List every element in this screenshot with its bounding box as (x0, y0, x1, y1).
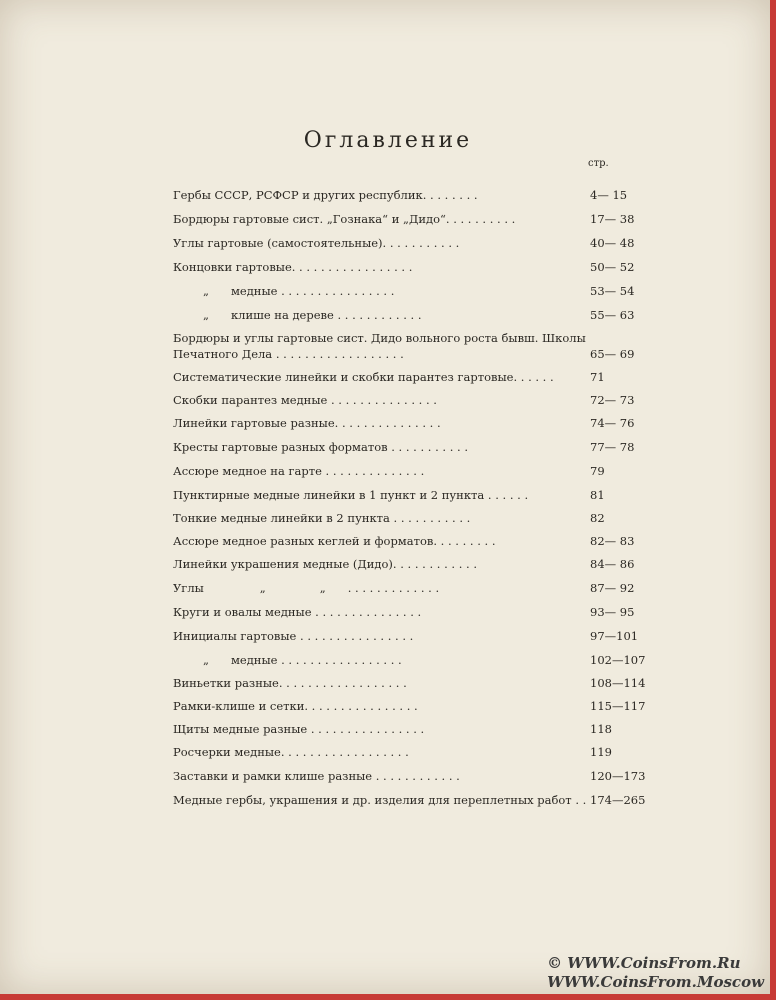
page-column-header: стр. (588, 158, 609, 169)
toc-entry-pages: 120—173 (590, 769, 646, 783)
toc-entry-text: Скобки парантез медные . . . . . . . . . . . . . . . (173, 393, 437, 407)
toc-entry-pages: 53— 54 (590, 284, 635, 298)
toc-entry-pages: 93— 95 (590, 605, 635, 619)
toc-entry (173, 510, 643, 526)
toc-entry-text: Гербы СССР, РСФСР и других республик. . . . . . . . (173, 188, 478, 202)
toc-entry-text: Круги и овалы медные . . . . . . . . . . . . . . . (173, 605, 422, 619)
toc-entry-text: Бордюры гартовые сист. „Гознака“ и „Дидо“. . . . . . . . . . (173, 212, 516, 226)
page-title: Оглавление (303, 128, 473, 153)
toc-entry-text: Систематические линейки и скобки парантез гартовые. . . . . . (173, 370, 554, 384)
toc-entry (173, 439, 643, 455)
toc-entry-pages: 79 (590, 464, 605, 478)
toc-entry (173, 533, 643, 549)
toc-entry (173, 580, 643, 596)
toc-entry (173, 721, 643, 737)
toc-entry-text: Щиты медные разные . . . . . . . . . . . . . . . . (173, 722, 425, 736)
toc-entry (173, 392, 643, 408)
toc-entry (173, 628, 643, 644)
toc-entry-text: Углы (173, 581, 204, 595)
toc-entry-text: медные . . . . . . . . . . . . . . . . (230, 284, 395, 298)
toc-entry (173, 652, 646, 668)
toc-entry (173, 235, 643, 251)
toc-entry-pages: 65— 69 (590, 347, 635, 361)
toc-entry-pages: 77— 78 (590, 440, 635, 454)
toc-entry-pages: 74— 76 (590, 416, 635, 430)
toc-entry-text: Концовки гартовые. . . . . . . . . . . . . . . . . (173, 260, 413, 274)
watermark-line: © WWW.CoinsFrom.Ru (547, 954, 741, 972)
toc-entry-pages: 50— 52 (590, 260, 635, 274)
toc-entry (173, 744, 643, 760)
toc-entry-pages: 102—107 (590, 653, 646, 667)
toc-entry (173, 211, 643, 227)
toc-entry (173, 330, 643, 362)
toc-entry-pages: 82 (590, 511, 605, 525)
toc-entry-text: Линейки гартовые разные. . . . . . . . . . . . . . . (173, 416, 441, 430)
toc-entry-text: Ассюре медное разных кеглей и форматов. . . . . . . . . (173, 534, 496, 548)
toc-entry (173, 187, 643, 203)
toc-entry-pages: 118 (590, 722, 612, 736)
toc-entry-pages: 119 (590, 745, 612, 759)
ditto-mark: „ (203, 284, 209, 298)
toc-entry-text: Тонкие медные линейки в 2 пункта . . . . . . . . . . . (173, 511, 471, 525)
toc-entry (173, 307, 643, 323)
toc-entry-text: Заставки и рамки клише разные . . . . . . . . . . . . (173, 769, 460, 783)
ditto-mark: „ (203, 308, 209, 322)
toc-entry-pages: 115—117 (590, 699, 646, 713)
toc-entry (173, 487, 643, 503)
ditto-mark: „ (319, 581, 326, 595)
toc-entry-pages: 97—101 (590, 629, 639, 643)
toc-entry-pages: 82— 83 (590, 534, 635, 548)
ditto-mark: „ (259, 581, 266, 595)
toc-entry (173, 556, 643, 572)
toc-entry (173, 792, 646, 808)
toc-entry-leader: . . . . . . . . . . . . . (347, 581, 440, 595)
toc-entry-text: клише на дереве . . . . . . . . . . . . (230, 308, 422, 322)
ditto-mark: „ (203, 653, 209, 667)
toc-entry-text: Кресты гартовые разных форматов . . . . . . . . . . . (173, 440, 469, 454)
toc-entry (173, 415, 643, 431)
toc-entry-text: медные . . . . . . . . . . . . . . . . . (230, 653, 402, 667)
toc-entry-pages: 81 (590, 488, 605, 502)
toc-entry-text: Медные гербы, украшения и др. изделия для переплетных работ . . (173, 793, 587, 807)
toc-entry (173, 369, 643, 385)
toc-entry-pages: 84— 86 (590, 557, 635, 571)
toc-entry-pages: 17— 38 (590, 212, 635, 226)
toc-entry-text: Рамки-клише и сетки. . . . . . . . . . . . . . . . (173, 699, 418, 713)
toc-entry-text: Линейки украшения медные (Дидо). . . . . . . . . . . . (173, 557, 477, 571)
toc-entry-text: Углы гартовые (самостоятельные). . . . . . . . . . . (173, 236, 460, 250)
toc-entry-text: Бордюры и углы гартовые сист. Дидо вольного роста бывш. Школы (173, 331, 586, 345)
toc-entry (173, 768, 646, 784)
toc-entry (173, 604, 643, 620)
toc-entry-pages: 87— 92 (590, 581, 635, 595)
toc-entry (173, 675, 646, 691)
watermark (547, 954, 764, 992)
toc-entry (173, 463, 643, 479)
toc-entry-pages: 55— 63 (590, 308, 635, 322)
toc-entry-text-continued: Печатного Дела . . . . . . . . . . . . . . . . . . (173, 347, 404, 361)
toc-entry (173, 698, 646, 714)
toc-entry-pages: 40— 48 (590, 236, 635, 250)
toc-entry (173, 259, 643, 275)
toc-entry-text: Виньетки разные. . . . . . . . . . . . . . . . . . (173, 676, 407, 690)
toc-entry-pages: 4— 15 (590, 188, 628, 202)
toc-entry-pages: 174—265 (590, 793, 646, 807)
toc-entry-pages: 71 (590, 370, 605, 384)
toc-entry (173, 283, 643, 299)
watermark-line: WWW.CoinsFrom.Moscow (547, 973, 764, 991)
toc-entry-text: Пунктирные медные линейки в 1 пункт и 2 пункта . . . . . . (173, 488, 529, 502)
toc-entry-pages: 72— 73 (590, 393, 635, 407)
toc-entry-text: Росчерки медные. . . . . . . . . . . . . . . . . . (173, 745, 409, 759)
toc-entry-text: Ассюре медное на гарте . . . . . . . . . . . . . . (173, 464, 425, 478)
toc-entry-text: Инициалы гартовые . . . . . . . . . . . . . . . . (173, 629, 414, 643)
toc-entry-pages: 108—114 (590, 676, 646, 690)
